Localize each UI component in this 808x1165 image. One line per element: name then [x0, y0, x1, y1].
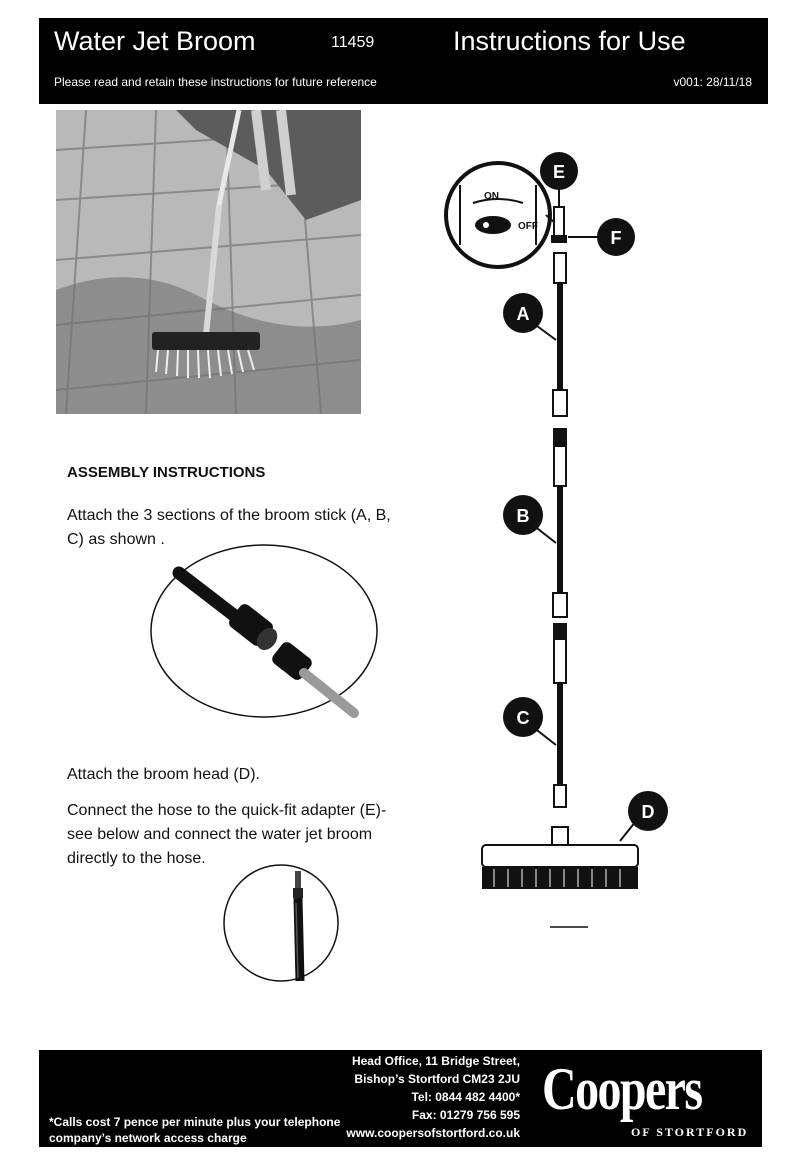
hose-adapter-closeup — [222, 863, 340, 983]
label-b: B — [516, 506, 530, 526]
product-in-use-photo — [56, 110, 361, 414]
website: www.coopersofstortford.co.uk — [346, 1126, 520, 1140]
label-a: A — [516, 304, 530, 324]
header-bar — [39, 18, 768, 104]
phone-number: Tel: 0844 482 4400* — [411, 1090, 520, 1104]
footer-bar — [39, 1050, 762, 1147]
address-line: Bishop’s Stortford CM23 2JU — [354, 1072, 520, 1086]
logo-subtitle: OF STORTFORD — [631, 1125, 749, 1139]
assembly-step-2: Attach the broom head (D). — [67, 766, 260, 783]
header-subtitle: Please read and retain these instructions for future reference — [54, 75, 377, 89]
assembly-step-1: Attach the 3 sections of the broom stick (A, B, C) as shown . — [67, 507, 391, 548]
label-f: F — [610, 228, 622, 248]
product-title: Water Jet Broom — [54, 26, 256, 56]
version-date: v001: 28/11/18 — [673, 75, 752, 89]
label-c: C — [516, 708, 530, 728]
head-office-address — [346, 1052, 520, 1142]
assembly-step-3: Connect the hose to the quick-fit adapter (E)- see below and connect the water jet broom directly to the hose. — [67, 802, 387, 867]
label-d: D — [641, 802, 655, 822]
assembly-title: ASSEMBLY INSTRUCTIONS — [67, 464, 266, 481]
on-label: ON — [484, 191, 499, 202]
fax-number: Fax: 01279 756 595 — [411, 1108, 520, 1122]
document-heading: Instructions for Use — [453, 26, 686, 56]
address-line: Head Office, 11 Bridge Street, — [351, 1054, 520, 1068]
product-code: 11459 — [331, 34, 375, 51]
broom-assembly-diagram — [438, 145, 678, 945]
label-e: E — [552, 162, 566, 182]
call-cost-note: *Calls cost 7 pence per minute plus your telephone company’s network access charge — [49, 1115, 341, 1145]
coopers-logo: Coopers — [542, 1056, 702, 1122]
off-label: OFF — [518, 221, 538, 232]
stick-joint-closeup — [149, 543, 379, 720]
